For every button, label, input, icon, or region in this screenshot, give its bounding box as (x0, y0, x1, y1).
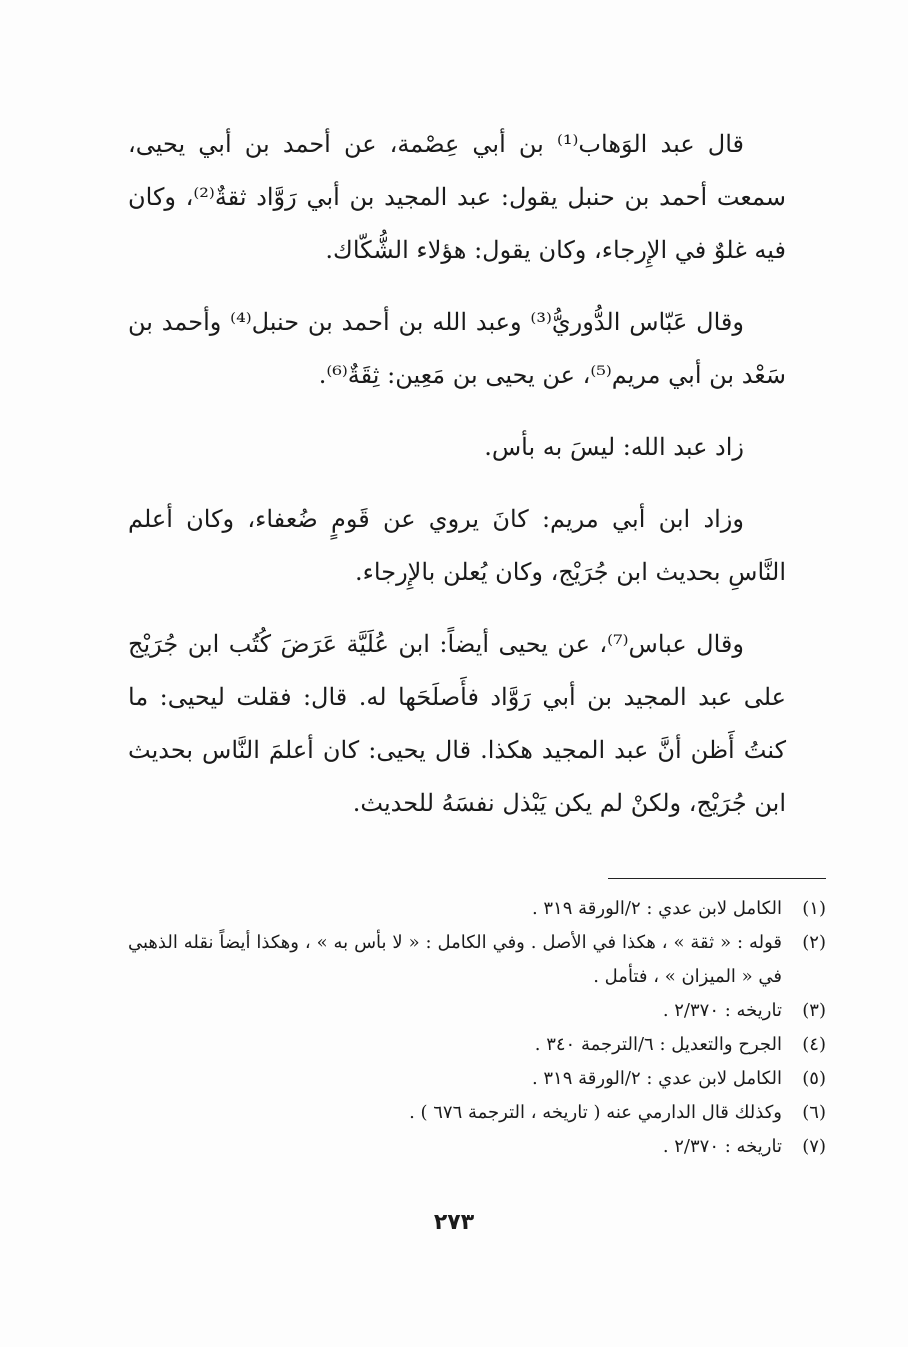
paragraph: زاد عبد الله: ليسَ به بأس. (484, 433, 744, 461)
paragraph: وقال عَبّاس الدُّوريُّ⁽³⁾ وعبد الله بن أحمد بن حنبل⁽⁴⁾ وأحمد بن سَعْد بن أبي مريم⁽⁵⁾، عن يحيى بن مَعِين: ثِقَةٌ⁽⁶⁾. (128, 308, 786, 389)
paragraph: وزاد ابن أبي مريم: كانَ يروي عن قَومٍ ضُعفاء، وكان أعلم النَّاسِ بحديث ابن جُرَيْج، وكان يُعلن بالإِرجاء. (128, 505, 786, 586)
footnote-number: (٧) (802, 1136, 826, 1157)
page-number: ٢٧٣ (433, 1210, 475, 1235)
paragraph: قال عبد الوَهاب⁽¹⁾ بن أبي عِصْمة، عن أحمد بن أبي يحيى، سمعت أحمد بن حنبل يقول: عبد المجيد بن أبي رَوَّاد ثقةٌ⁽²⁾، وكان فيه غلوٌ في الإِرجاء، وكان يقول: هؤلاء الشُّكّاك. (128, 130, 786, 264)
footnote-number: (٢) (802, 932, 826, 953)
footnote-text: تاريخه : ٢/٣٧٠ . (662, 1136, 782, 1157)
footnote-number: (٦) (802, 1102, 826, 1123)
footnote (128, 1096, 826, 1130)
footnote-number: (١) (802, 898, 826, 919)
footnote (128, 1130, 826, 1164)
footnote (128, 994, 826, 1028)
footnote-text: الجرح والتعديل : ٦/الترجمة ٣٤٠ . (534, 1034, 782, 1055)
footnote-separator (608, 878, 826, 879)
main-text (128, 118, 786, 830)
footnote-text: الكامل لابن عدي : ٢/الورقة ٣١٩ . (531, 898, 782, 919)
footnote-text: تاريخه : ٢/٣٧٠ . (662, 1000, 782, 1021)
footnote-number: (٤) (802, 1034, 826, 1055)
footnote (128, 892, 826, 926)
footnote (128, 926, 826, 994)
paragraph: وقال عباس⁽⁷⁾، عن يحيى أيضاً: ابن عُلَيَّة عَرَضَ كُتُب ابن جُرَيْج على عبد المجيد بن أبي رَوَّاد فأَصلَحَها له. قال: فقلت ليحيى: ما كنتُ أَظن أنَّ عبد المجيد هكذا. قال يحيى: كان أعلمَ النَّاس بحديث ابن جُرَيْج، ولكنْ لم يكن يَبْذل نفسَهُ للحديث. (128, 630, 786, 817)
footnote (128, 1062, 826, 1096)
footnotes (128, 892, 826, 1164)
footnote-number: (٥) (802, 1068, 826, 1089)
footnote-text: الكامل لابن عدي : ٢/الورقة ٣١٩ . (531, 1068, 782, 1089)
footnote-text: قوله : « ثقة » ، هكذا في الأصل . وفي الكامل : « لا بأس به » ، وهكذا أيضاً نقله الذهبي في « الميزان » ، فتأمل . (128, 932, 782, 987)
footnote-text: وكذلك قال الدارمي عنه ( تاريخه ، الترجمة ٦٧٦ ) . (409, 1102, 782, 1123)
footnote-number: (٣) (802, 1000, 826, 1021)
footnote (128, 1028, 826, 1062)
